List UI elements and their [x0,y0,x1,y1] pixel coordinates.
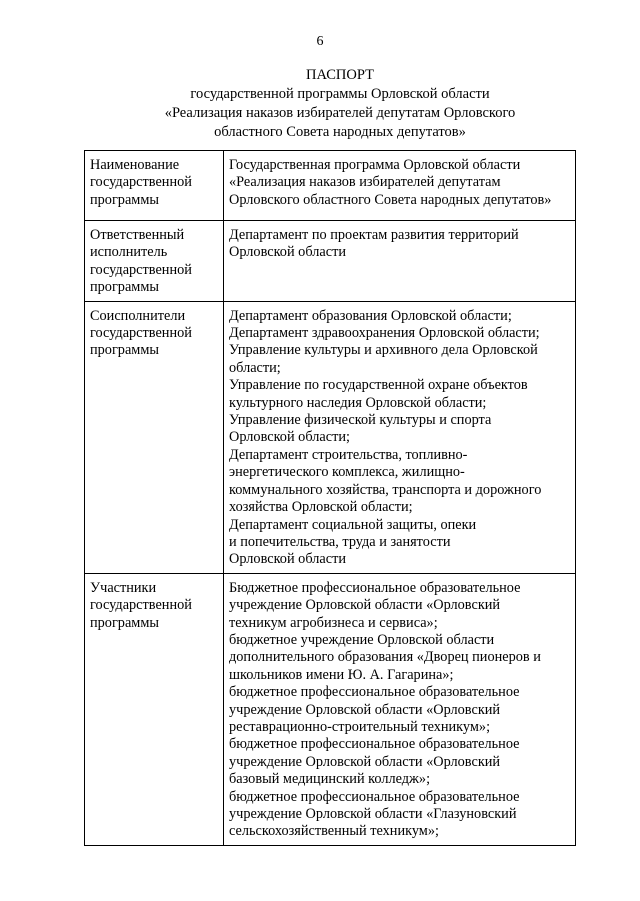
value-line: бюджетное учреждение Орловской области [229,631,495,648]
value-line: Департамент здравоохранения Орловской области; [229,325,540,342]
value-line: учреждение Орловской области «Орловский [229,753,501,770]
value-line: энергетического комплекса, жилищно- [229,464,465,481]
value-line: сельскохозяйственный техникум»; [229,823,439,840]
page-number: 6 [316,34,324,49]
document-subtitle-line: государственной программы Орловской области [190,86,490,102]
document-header [90,66,590,142]
table-row [85,573,576,845]
row-value-responsible-executor [224,221,576,302]
value-line: техникум агробизнеса и сервиса»; [229,614,438,631]
value-line: Департамент по проектам развития территорий [229,227,519,243]
value-line: школьников имени Ю. А. Гагарина»; [229,666,454,683]
label-line: программы [90,191,160,208]
value-line: Государственная программа Орловской области [229,157,521,173]
value-line: реставрационно-строительный техникум»; [229,718,491,735]
label-line: государственной [90,325,192,342]
value-line: и попечительства, труда и занятости [229,533,451,550]
value-line: бюджетное профессиональное образовательное [229,684,520,701]
label-line: Ответственный [90,227,185,243]
value-line: дополнительного образования «Дворец пионеров и [229,649,541,666]
row-value-participants [224,573,576,845]
document-subtitle-line: «Реализация наказов избирателей депутатам Орловского [164,105,516,121]
label-line: государственной [90,174,192,191]
value-line: учреждение Орловской области «Орловский [229,597,501,614]
value-line: Орловской области; [229,429,350,446]
table-row [85,301,576,573]
value-line: Бюджетное профессиональное образовательное [229,579,521,596]
row-value-program-name [224,151,576,221]
value-line: бюджетное профессиональное образовательное [229,788,520,805]
label-line: исполнитель [90,244,168,261]
value-line: бюджетное профессиональное образовательное [229,736,520,753]
label-line: Наименование [90,157,180,173]
label-line: программы [90,279,160,296]
table-row [85,221,576,302]
value-line: Управление физической культуры и спорта [229,412,492,429]
document-title: ПАСПОРТ [306,67,374,83]
value-line: культурного наследия Орловской области; [229,394,487,411]
label-line: программы [90,342,160,359]
passport-table [84,150,576,846]
label-line: программы [90,614,160,631]
value-line: хозяйства Орловской области; [229,499,413,516]
label-line: государственной [90,261,192,278]
value-line: Департамент социальной защиты, опеки [229,516,477,533]
value-line: учреждение Орловской области «Орловский [229,701,501,718]
value-line: Орловского областного Совета народных депутатов» [229,191,552,208]
label-line: Участники [90,579,157,596]
label-line: государственной [90,597,192,614]
row-label-co-executors [85,301,224,573]
row-label-responsible-executor [85,221,224,302]
document-subtitle-line: областного Совета народных депутатов» [214,124,466,140]
value-line: Управление по государственной охране объектов [229,377,528,394]
value-line: Департамент образования Орловской области; [229,307,512,324]
value-line: Департамент строительства, топливно- [229,446,468,463]
value-line: Управление культуры и архивного дела Орловской [229,342,538,359]
value-line: «Реализация наказов избирателей депутатам [229,174,501,191]
label-line: Соисполнители [90,307,186,324]
value-line: коммунального хозяйства, транспорта и дорожного [229,481,542,498]
value-line: базовый медицинский колледж»; [229,771,431,788]
table-row [85,151,576,221]
row-label-program-name [85,151,224,221]
value-line: Орловской области [229,244,346,261]
value-line: Орловской области [229,551,346,568]
value-line: учреждение Орловской области «Глазуновский [229,806,517,822]
value-line: области; [229,359,281,376]
row-value-co-executors [224,301,576,573]
row-label-participants [85,573,224,845]
